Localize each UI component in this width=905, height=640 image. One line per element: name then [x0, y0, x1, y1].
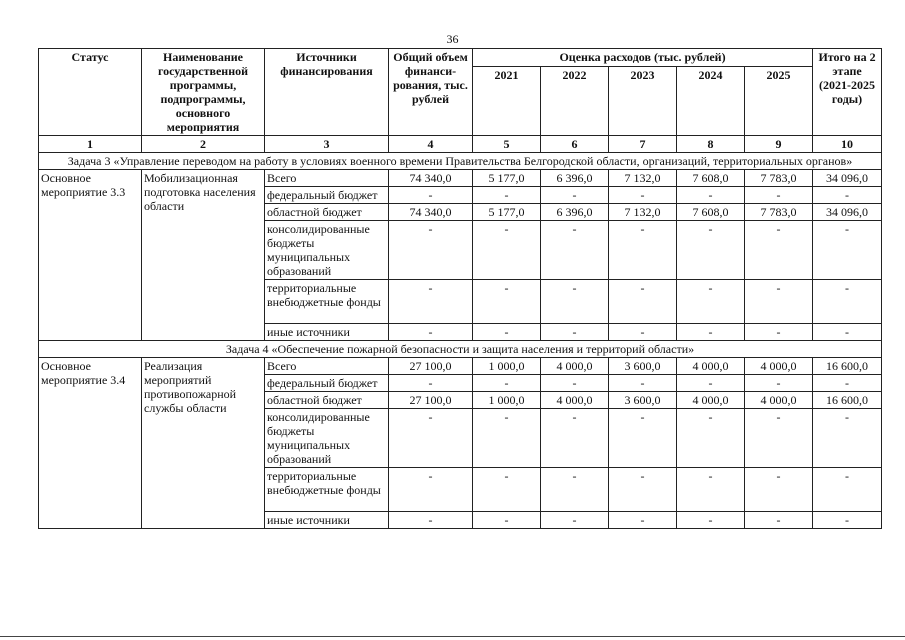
funding-source: федеральный бюджет — [265, 375, 389, 392]
amount-cell: - — [609, 375, 677, 392]
amount-cell: 7 132,0 — [609, 170, 677, 187]
page-number: 36 — [446, 32, 459, 46]
funding-source: иные источники — [265, 512, 389, 529]
amount-cell: 34 096,0 — [813, 170, 882, 187]
task-heading: Задача 4 «Обеспечение пожарной безопасности и защита населения и территорий области» — [39, 341, 882, 358]
column-number: 10 — [813, 136, 882, 153]
amount-cell: - — [813, 512, 882, 529]
amount-cell: 1 000,0 — [473, 358, 541, 375]
column-number: 2 — [142, 136, 265, 153]
amount-cell: 7 132,0 — [609, 204, 677, 221]
amount-cell: - — [745, 468, 813, 512]
amount-cell: 5 177,0 — [473, 204, 541, 221]
funding-source: иные источники — [265, 324, 389, 341]
amount-cell: - — [745, 221, 813, 280]
amount-cell: 7 608,0 — [677, 204, 745, 221]
header-year: 2022 — [541, 67, 609, 136]
column-number: 7 — [609, 136, 677, 153]
amount-cell: 16 600,0 — [813, 392, 882, 409]
amount-cell: - — [609, 409, 677, 468]
header-sources: Источники финансирования — [265, 49, 389, 136]
amount-cell: - — [677, 409, 745, 468]
funding-source: Всего — [265, 170, 389, 187]
amount-cell: - — [677, 187, 745, 204]
row-program-name: Мобилизационная подготовка населения области — [142, 170, 265, 341]
amount-cell: - — [541, 221, 609, 280]
amount-cell: - — [609, 512, 677, 529]
header-year: 2024 — [677, 67, 745, 136]
funding-source: территориальные внебюджетные фонды — [265, 280, 389, 324]
page-bottom-rule — [0, 636, 905, 637]
amount-cell: 4 000,0 — [677, 392, 745, 409]
amount-cell: - — [389, 221, 473, 280]
amount-cell: 7 783,0 — [745, 170, 813, 187]
funding-source: областной бюджет — [265, 392, 389, 409]
funding-source: территориальные внебюджетные фонды — [265, 468, 389, 512]
amount-cell: - — [677, 512, 745, 529]
amount-cell: - — [677, 280, 745, 324]
amount-cell: 4 000,0 — [541, 392, 609, 409]
amount-cell: - — [745, 512, 813, 529]
amount-cell: 4 000,0 — [745, 392, 813, 409]
amount-cell: - — [389, 280, 473, 324]
column-number: 5 — [473, 136, 541, 153]
amount-cell: - — [745, 375, 813, 392]
funding-source: консолидированные бюджеты муниципальных образований — [265, 409, 389, 468]
header-name: Наименование государственной программы, подпрограммы, основного мероприятия — [142, 49, 265, 136]
column-number: 1 — [39, 136, 142, 153]
amount-cell: - — [389, 468, 473, 512]
amount-cell: 3 600,0 — [609, 392, 677, 409]
amount-cell: - — [609, 187, 677, 204]
amount-cell: - — [677, 375, 745, 392]
amount-cell: 6 396,0 — [541, 170, 609, 187]
amount-cell: - — [745, 187, 813, 204]
amount-cell: - — [473, 187, 541, 204]
funding-source: областной бюджет — [265, 204, 389, 221]
amount-cell: - — [609, 468, 677, 512]
amount-cell: - — [541, 187, 609, 204]
column-number: 4 — [389, 136, 473, 153]
amount-cell: 1 000,0 — [473, 392, 541, 409]
header-year: 2025 — [745, 67, 813, 136]
amount-cell: - — [389, 187, 473, 204]
amount-cell: 7 783,0 — [745, 204, 813, 221]
amount-cell: 27 100,0 — [389, 392, 473, 409]
amount-cell: - — [541, 512, 609, 529]
funding-source: федеральный бюджет — [265, 187, 389, 204]
amount-cell: - — [389, 324, 473, 341]
amount-cell: 7 608,0 — [677, 170, 745, 187]
amount-cell: - — [609, 324, 677, 341]
amount-cell: - — [389, 512, 473, 529]
header-year: 2021 — [473, 67, 541, 136]
amount-cell: - — [473, 221, 541, 280]
amount-cell: 74 340,0 — [389, 170, 473, 187]
task-heading: Задача 3 «Управление переводом на работу в условиях военного времени Правительства Белгородской области, организаций, территориальных органов» — [39, 153, 882, 170]
amount-cell: - — [745, 409, 813, 468]
amount-cell: - — [473, 468, 541, 512]
amount-cell: - — [813, 409, 882, 468]
amount-cell: - — [473, 409, 541, 468]
header-status: Статус — [39, 49, 142, 136]
row-status: Основное мероприятие 3.3 — [39, 170, 142, 341]
amount-cell: - — [473, 280, 541, 324]
amount-cell: - — [541, 280, 609, 324]
row-status: Основное мероприятие 3.4 — [39, 358, 142, 529]
amount-cell: - — [813, 324, 882, 341]
header-stage-total: Итого на 2 этапе (2021-2025 годы) — [813, 49, 882, 136]
amount-cell: - — [541, 409, 609, 468]
amount-cell: - — [473, 375, 541, 392]
row-program-name: Реализация мероприятий противопожарной службы области — [142, 358, 265, 529]
amount-cell: 3 600,0 — [609, 358, 677, 375]
header-total-volume: Общий объем финанси-рования, тыс. рублей — [389, 49, 473, 136]
amount-cell: - — [813, 280, 882, 324]
amount-cell: - — [813, 468, 882, 512]
amount-cell: - — [813, 221, 882, 280]
amount-cell: - — [609, 221, 677, 280]
column-number: 9 — [745, 136, 813, 153]
amount-cell: - — [745, 324, 813, 341]
column-number: 6 — [541, 136, 609, 153]
budget-table — [38, 48, 882, 529]
amount-cell: - — [541, 324, 609, 341]
amount-cell: 74 340,0 — [389, 204, 473, 221]
amount-cell: 4 000,0 — [745, 358, 813, 375]
amount-cell: 6 396,0 — [541, 204, 609, 221]
amount-cell: 16 600,0 — [813, 358, 882, 375]
amount-cell: - — [677, 221, 745, 280]
column-number: 8 — [677, 136, 745, 153]
amount-cell: 4 000,0 — [541, 358, 609, 375]
amount-cell: - — [813, 375, 882, 392]
amount-cell: - — [389, 375, 473, 392]
header-estimate: Оценка расходов (тыс. рублей) — [473, 49, 813, 67]
amount-cell: - — [473, 324, 541, 341]
funding-source: консолидированные бюджеты муниципальных образований — [265, 221, 389, 280]
column-number: 3 — [265, 136, 389, 153]
amount-cell: - — [609, 280, 677, 324]
table-row — [39, 358, 882, 375]
funding-source: Всего — [265, 358, 389, 375]
amount-cell: - — [541, 375, 609, 392]
amount-cell: - — [677, 324, 745, 341]
amount-cell: 34 096,0 — [813, 204, 882, 221]
amount-cell: - — [541, 468, 609, 512]
header-year: 2023 — [609, 67, 677, 136]
amount-cell: 5 177,0 — [473, 170, 541, 187]
amount-cell: - — [473, 512, 541, 529]
table-row — [39, 170, 882, 187]
amount-cell: - — [813, 187, 882, 204]
amount-cell: 4 000,0 — [677, 358, 745, 375]
amount-cell: - — [389, 409, 473, 468]
amount-cell: - — [677, 468, 745, 512]
amount-cell: - — [745, 280, 813, 324]
amount-cell: 27 100,0 — [389, 358, 473, 375]
